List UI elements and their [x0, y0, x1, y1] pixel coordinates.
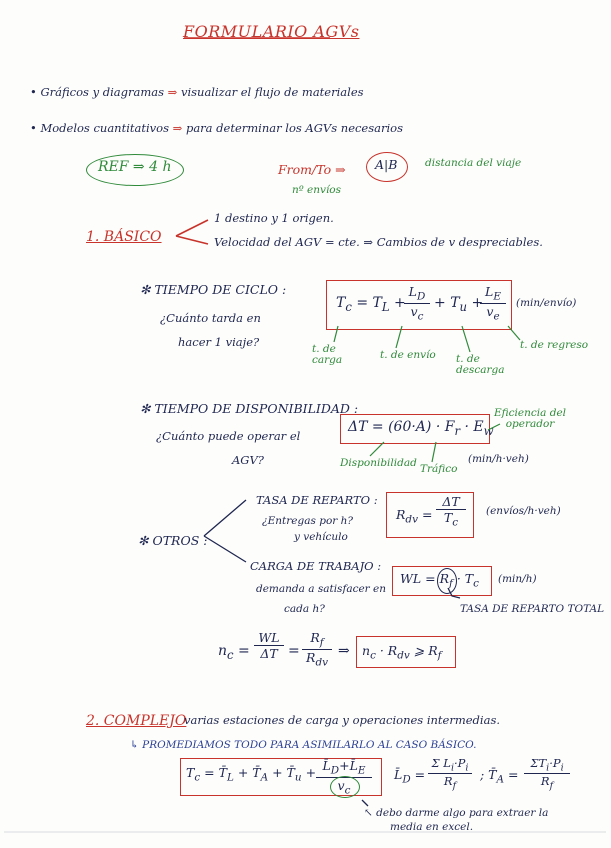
tasa-den-sub: c [452, 516, 459, 529]
bullet-1: • Gráficos y diagramas ⇒ visualizar el flujo de materiales [30, 85, 364, 99]
tc-t1: T [372, 295, 382, 311]
carga-rf-circle [437, 568, 457, 594]
complejo-ta: ; $T̄_A$ = [480, 767, 519, 786]
tc-n2-sub: E [493, 290, 501, 303]
td-question-2: AGV? [232, 453, 264, 467]
complejo-frac: $\frac{L̄_D+L̄_E}{v_c}$ [316, 758, 372, 796]
basico-heading: 1. BÁSICO [86, 229, 162, 245]
basico-bracket [176, 220, 208, 244]
nc-lhs-sub: c [227, 647, 234, 662]
nc-n1: WL [254, 630, 284, 646]
carga-formula: WL = $R_f \cdot T_c$ [400, 571, 479, 590]
tc-n1: L [408, 284, 417, 299]
nc-n2: R [310, 630, 320, 645]
complejo-note-line-1: debo darme algo para extraer la [376, 807, 549, 819]
tc-frac-1 [404, 284, 430, 322]
tc-label-descarga: t. de descarga [456, 353, 505, 377]
tc-label-regreso: t. de regreso [520, 339, 589, 351]
carga-rhs-sub: f [449, 577, 453, 590]
carga-question-1: demanda a satisfacer en [256, 583, 387, 595]
carga-heading: CARGA DE TRABAJO : [250, 559, 382, 573]
complejo-ld-frac: $\frac{\Sigma L_i\cdot P_i}{R_f}$ [428, 756, 472, 792]
nc-lhs: $n_c$ = [218, 643, 250, 662]
tasa-num: ΔT [436, 494, 466, 510]
td-unit: (min/h·veh) [468, 453, 529, 465]
bullet-1-lead: Gráficos y diagramas [40, 85, 165, 99]
tc-lhs: T [336, 295, 346, 311]
carga-question-2: cada h? [284, 603, 325, 615]
tc-question-2: hacer 1 viaje? [178, 335, 260, 349]
nc-eq: = [288, 643, 300, 659]
complejo-text: varias estaciones de carga y operaciones intermedias. [184, 713, 501, 727]
nc-frac-1 [254, 630, 284, 661]
page-title: FORMULARIO AGVs [183, 22, 360, 41]
bullet-1-text: visualizar el flujo de materiales [180, 85, 364, 99]
tasa-frac [436, 494, 466, 529]
td-heading: ✻ TIEMPO DE DISPONIBILIDAD : [140, 401, 359, 416]
td-label-eficiencia: Eficiencia del operador [494, 407, 567, 431]
tc-d2-sub: e [493, 310, 500, 322]
td-label-disp: Disponibilidad [340, 457, 417, 469]
from-to-ab: A|B [375, 157, 398, 172]
carga-rhs: R [439, 571, 449, 586]
td-formula: $\Delta T = (60\cdot A) \cdot F_r \cdot E_w$ [348, 419, 494, 438]
nc-frac-2 [302, 630, 332, 668]
from-to-sub: nº envíos [292, 184, 342, 196]
complejo-note-2: media en excel. [390, 821, 474, 833]
tc-n1-sub: D [416, 290, 426, 303]
ref-label: REF ⇒ 4 h [98, 159, 172, 175]
tc-d1: v [410, 303, 418, 319]
bullet-2: • Modelos cuantitativos ⇒ para determinar los AGVs necesarios [30, 121, 403, 135]
tc-t1-sub: L [381, 299, 390, 314]
tasa-heading: TASA DE REPARTO : [256, 493, 378, 507]
tc-d1-sub: c [417, 310, 424, 322]
td-arrow-disp [370, 442, 384, 456]
from-to-text: From/To [278, 162, 332, 177]
nc-box-text: $n_c \cdot R_{dv}$ ⩾ $R_f$ [362, 643, 442, 662]
from-to-label: From/To ⇒ [278, 162, 346, 177]
complejo-ta-frac: $\Sigma T_i\cdot P_i$ $R_f$ [524, 756, 570, 792]
ref-value: 4 h [149, 159, 172, 175]
tasa-question-2: y vehículo [294, 531, 348, 543]
tc-formula-mid: + $T_u$ + [434, 295, 484, 314]
td-formula-text: ΔT = (60·A) · F [348, 419, 455, 435]
tc-frac-2 [480, 284, 506, 322]
complejo-vc-oval [330, 776, 360, 798]
tc-t2-sub: u [459, 299, 468, 314]
tasa-unit: (envíos/h·veh) [486, 505, 561, 517]
bullet-2-lead: Modelos cuantitativos [40, 121, 169, 135]
complejo-ld: $L̄_D$ = [394, 767, 426, 786]
nc-d1: ΔT [260, 646, 278, 661]
nc-d2-sub: dv [315, 656, 328, 668]
tc-lhs-sub: c [345, 299, 352, 314]
tasa-lhs-text: R [396, 507, 406, 522]
tasa-lhs-sub: dv [405, 513, 418, 526]
td-label-trafico: Tráfico [420, 463, 458, 475]
tc-heading: ✻ TIEMPO DE CICLO : [140, 282, 287, 297]
tc-unit: (min/envío) [516, 297, 577, 309]
tc-formula-lhs: $T_c = T_L$ + [336, 295, 406, 314]
tc-t2: T [450, 295, 460, 311]
carga-lhs: WL [400, 571, 422, 586]
tc-n2: L [485, 284, 494, 299]
otros-heading: ✻ OTROS : [138, 533, 208, 548]
carga-note: TASA DE REPARTO TOTAL [460, 603, 605, 615]
carga-unit: (min/h) [498, 573, 537, 585]
ref-label-text: REF [98, 159, 129, 175]
otros-bracket [204, 500, 246, 562]
tc-label-carga: t. de carga [312, 343, 343, 367]
complejo-formula: $T_c$ = $T̄_L$ + $T̄_A$ + $T̄_u$ + [186, 765, 317, 784]
nc-d2: R [306, 649, 316, 665]
tc-label-envio: t. de envío [380, 349, 436, 361]
basico-point-2: Velocidad del AGV = cte. ⇒ Cambios de v despreciables. [214, 235, 543, 249]
td-question-1: ¿Cuánto puede operar el [156, 429, 301, 443]
complejo-note-1: ↖ debo darme algo para extraer la [364, 807, 549, 819]
td-arrow-trafico [432, 442, 436, 462]
tc-question-1: ¿Cuánto tarda en [160, 311, 261, 325]
tasa-lhs: $R_{dv}$ = [396, 507, 433, 526]
tasa-den: T [443, 510, 453, 525]
complejo-heading: 2. COMPLEJO [86, 713, 187, 729]
basico-point-1: 1 destino y 1 origen. [214, 211, 334, 225]
from-to-note: distancia del viaje [425, 157, 522, 169]
bullet-2-text: para determinar los AGVs necesarios [185, 121, 403, 135]
tasa-question-1: ¿Entregas por h? [262, 515, 354, 527]
complejo-arrow-label: PROMEDIAMOS TODO PARA ASIMILARLO AL CASO BÁSICO. [142, 739, 477, 751]
complejo-note-arrow [362, 800, 368, 806]
complejo-arrow-text: ↳ PROMEDIAMOS TODO PARA ASIMILARLO AL CASO BÁSICO. [130, 739, 477, 751]
nc-n2-sub: f [319, 636, 324, 649]
tc-d2: v [486, 303, 494, 319]
nc-lhs-text: n [218, 643, 228, 659]
nc-implies: ⇒ [338, 643, 350, 659]
